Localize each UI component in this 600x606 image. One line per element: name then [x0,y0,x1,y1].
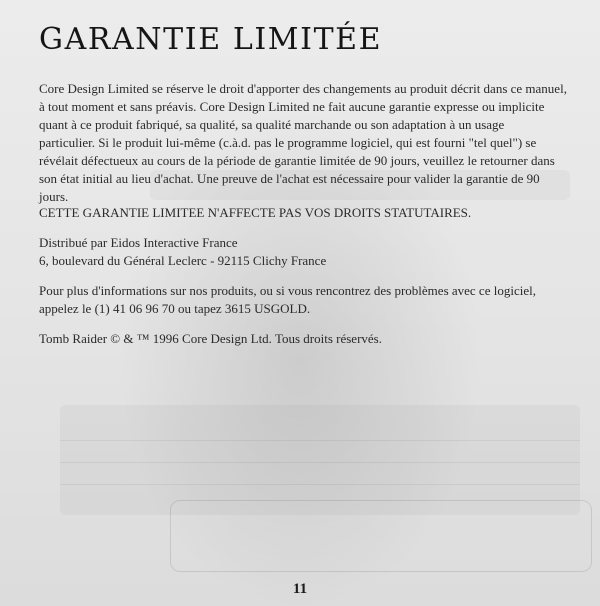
text-line: son état initial au lieu d'achat. Une preuve de l'achat est nécessaire pour valider la garantie de 90 [39,171,540,186]
contact-paragraph [39,282,569,318]
text-line: particulier. Si le produit lui-même (c.à.d. pas le programme logiciel, qui est fourni "tel quel") se [39,135,537,150]
text-line: CETTE GARANTIE LIMITEE N'AFFECTE PAS VOS DROITS STATUTAIRES. [39,205,472,220]
background-watermark-line [60,484,580,485]
warranty-paragraph [39,80,569,206]
background-watermark-line [60,462,580,463]
text-line: Tomb Raider © & ™ 1996 Core Design Ltd. Tous droits réservés. [39,331,382,346]
background-watermark-block [60,405,580,515]
text-line: quant à ce produit fabriqué, sa qualité, sa qualité marchande ou son adaptation à un usage [39,117,505,132]
text-line: Core Design Limited se réserve le droit d'apporter des changements au produit décrit dans ce manuel, [39,81,567,96]
background-watermark-line [60,440,580,441]
text-line: Distribué par Eidos Interactive France [39,235,238,250]
text-line: jours. [39,189,69,204]
text-line: Pour plus d'informations sur nos produits, ou si vous rencontrez des problèmes avec ce logiciel, [39,283,536,298]
statutory-rights-paragraph [39,204,569,222]
text-line: révélait défectueux au cours de la période de garantie limitée de 90 jours, veuillez le retourner dans [39,153,555,168]
text-line: à tout moment et sans préavis. Core Design Limited ne fait aucune garantie expresse ou implicite [39,99,545,114]
page-title: GARANTIE LIMITÉE [39,22,383,57]
text-line: appelez le (1) 41 06 96 70 ou tapez 3615 USGOLD. [39,301,311,316]
distributor-paragraph [39,234,569,270]
copyright-paragraph [39,330,569,348]
text-line: 6, boulevard du Général Leclerc - 92115 Clichy France [39,253,327,268]
page-number: 11 [292,581,308,597]
background-watermark-frame [170,500,592,572]
